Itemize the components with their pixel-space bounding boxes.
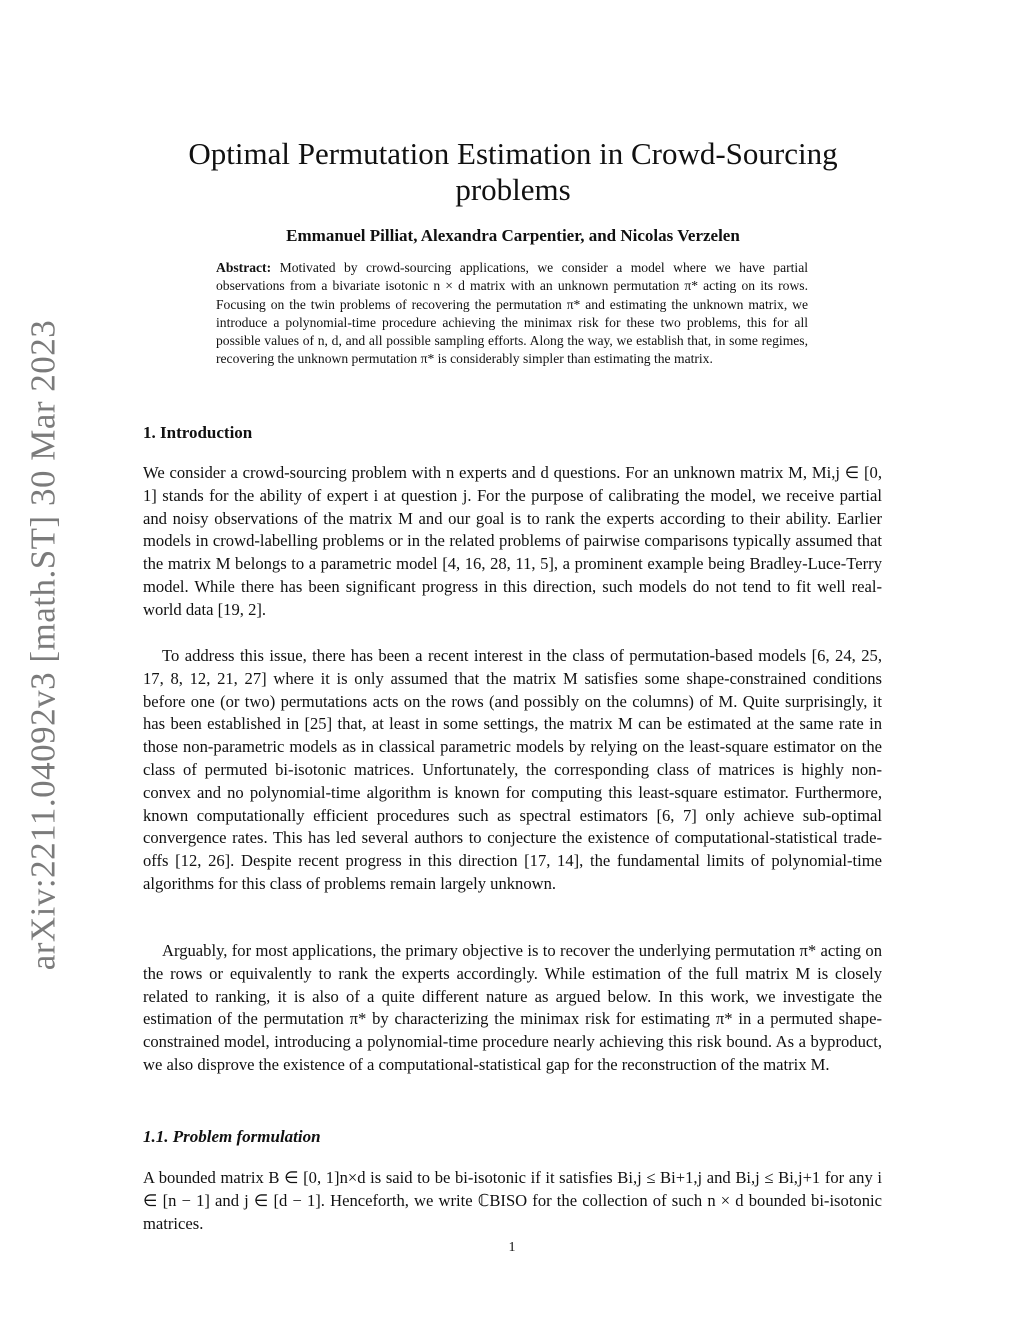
abstract-label: Abstract: (216, 260, 272, 275)
page-number: 1 (508, 1240, 516, 1255)
arxiv-stamp-text: arXiv:2211.04092v3 [math.ST] 30 Mar 2023 (23, 319, 63, 971)
abstract (216, 259, 808, 369)
abstract-text: Motivated by crowd-sourcing applications, we consider a model where we have partial observations from a bivariate isotonic n × d matrix with an unknown permutation π* acting on its rows. Focusing on the twin problems of recovering the permutation π* and estimating the unknown matrix, we introduce a polynomial-time procedure achieving the minimax risk for these two problems, this for all possible values of n, d, and all possible sampling efforts. Along the way, we establish that, in some regimes, recovering the unknown permutation π* is considerably simpler than estimating the matrix. (216, 260, 808, 367)
paragraph-intro-1: We consider a crowd-sourcing problem with n experts and d questions. For an unknown matrix M, Mi,j ∈ [0, 1] stands for the ability of expert i at question j. For the purpose of calibrating the model, we receive partial and noisy observations of the matrix M and our goal is to rank the experts according to their ability. Earlier models in crowd-labelling problems or in the related problems of pairwise comparisons typically assumed that the matrix M belongs to a parametric model [4, 16, 28, 11, 5], a prominent example being Bradley-Luce-Terry model. While there has been significant progress in this direction, such models do not tend to fit well real-world data [19, 2]. (143, 463, 882, 619)
paragraph-intro-2: To address this issue, there has been a recent interest in the class of permutation-based models [6, 24, 25, 17, 8, 12, 21, 27] where it is only assumed that the matrix M satisfies some shape-constrained conditions before one (or two) permutations acts on the rows (and possibly on the columns) of M. Quite surprisingly, it has been established in [25] that, at least in some settings, the matrix M can be estimated at the same rate in those non-parametric models as in classical parametric models by relying on the least-square estimator on the class of permuted bi-isotonic matrices. Unfortunately, the corresponding class of matrices is highly non-convex and no polynomial-time algorithm is known for computing this least-square estimator. Furthermore, known computationally efficient procedures such as spectral estimators [6, 7] only achieve sub-optimal convergence rates. This has led several authors to conjecture the existence of computational-statistical trade-offs [12, 26]. Despite recent progress in this direction [17, 14], the fundamental limits of polynomial-time algorithms for this class of problems remain largely unknown. (143, 646, 882, 893)
paragraph-problem-formulation: A bounded matrix B ∈ [0, 1]n×d is said to be bi-isotonic if it satisfies Bi,j ≤ Bi+1,j and Bi,j ≤ Bi,j+1 for any i ∈ [n − 1] and j ∈ [d − 1]. Henceforth, we write ℂBISO for the collection of such n × d bounded bi-isotonic matrices. (143, 1168, 882, 1233)
author-list: Emmanuel Pilliat, Alexandra Carpentier, and Nicolas Verzelen (286, 226, 740, 245)
arxiv-identifier-stamp (12, 319, 74, 971)
section-heading-introduction: 1. Introduction (143, 423, 253, 442)
paragraph-intro-3: Arguably, for most applications, the primary objective is to recover the underlying permutation π* acting on the rows or equivalently to rank the experts accordingly. While estimation of the full matrix M is closely related to ranking, it is also of a quite different nature as argued below. In this work, we investigate the estimation of the permutation π* by characterizing the minimax risk for estimating π* in a permuted shape-constrained model, introducing a polynomial-time procedure nearly achieving this risk bound. As a byproduct, we also disprove the existence of a computational-statistical gap for the reconstruction of the matrix M. (143, 941, 882, 1074)
paper-title: Optimal Permutation Estimation in Crowd-Sourcing problems (188, 136, 838, 207)
subsection-heading-problem-formulation: 1.1. Problem formulation (143, 1127, 321, 1146)
